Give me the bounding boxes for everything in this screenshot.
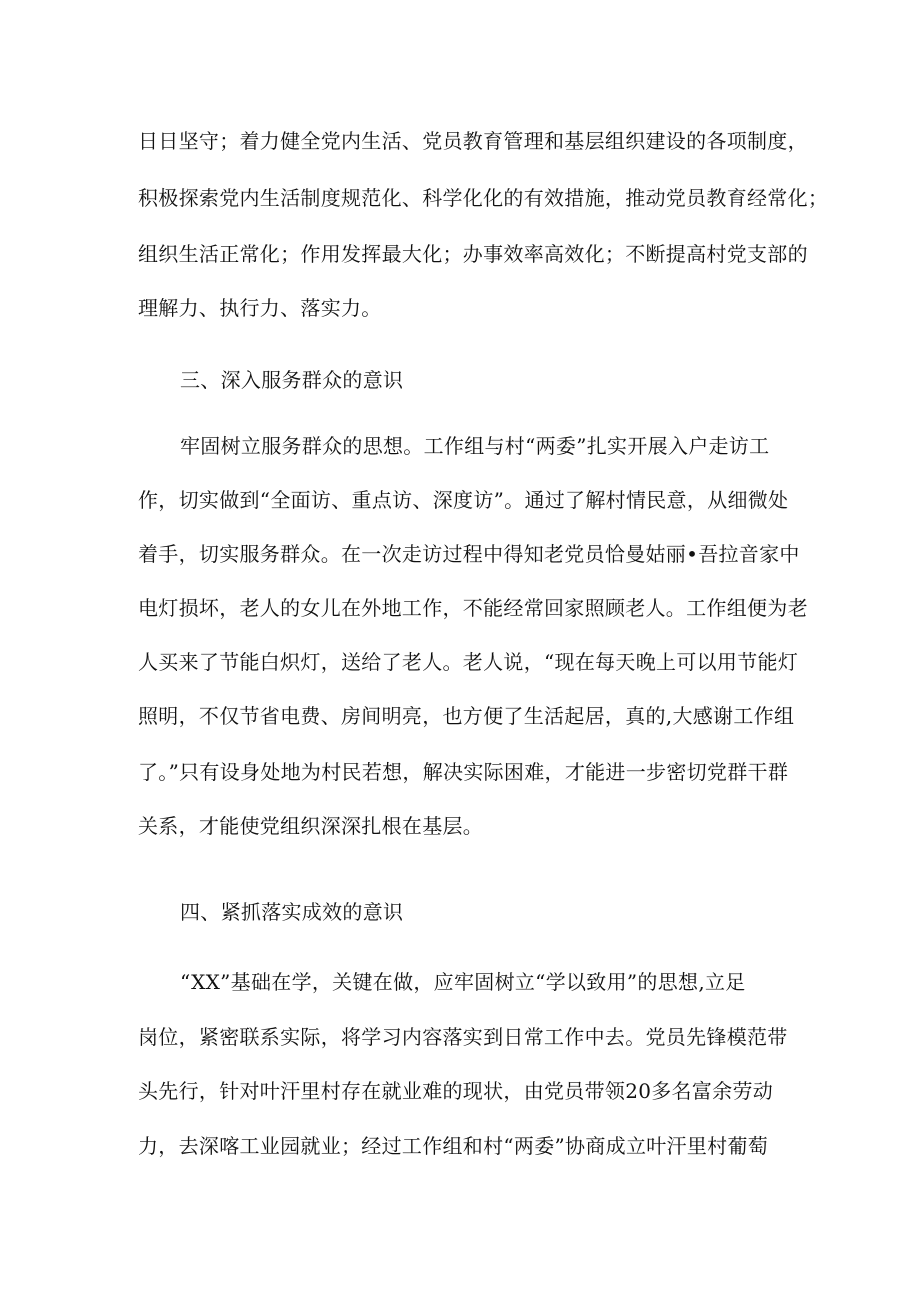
paragraph-line: 岗位，紧密联系实际，将学习内容落实到日常工作中去。党员先锋模范带 <box>138 1025 788 1049</box>
paragraph-line: 电灯损坏，老人的女儿在外地工作，不能经常回家照顾老人。工作组便为老 <box>138 596 808 620</box>
paragraph-line: 组织生活正常化；作用发挥最大化；办事效率高效化；不断提高村党支部的 <box>138 242 808 266</box>
section-heading: 四、紧抓落实成效的意识 <box>180 900 404 924</box>
paragraph-line: 了。”只有设身处地为村民若想，解决实际困难，才能进一步密切党群干群 <box>138 760 789 784</box>
paragraph-line: 牢固树立服务群众的思想。工作组与村“两委”扎实开展入户走访工 <box>180 434 770 458</box>
paragraph-line: 关系，才能使党组织深深扎根在基层。 <box>138 814 484 838</box>
paragraph-line: 积极探索党内生活制度规范化、科学化化的有效措施，推动党员教育经常化； <box>138 186 829 210</box>
paragraph-line: 头先行，针对叶汗里村存在就业难的现状，由党员带领20多名富余劳动 <box>138 1079 774 1103</box>
paragraph-line: 理解力、执行力、落实力。 <box>138 296 382 320</box>
paragraph-line: 照明，不仅节省电费、房间明亮，也方便了生活起居，真的,大感谢工作组 <box>138 704 795 728</box>
paragraph-line: 人买来了节能白炽灯，送给了老人。老人说，“现在每天晚上可以用节能灯 <box>138 650 799 674</box>
paragraph-line: 作，切实做到“全面访、重点访、深度访”。通过了解村情民意，从细微处 <box>138 488 789 512</box>
paragraph-line: 日日坚守；着力健全党内生活、党员教育管理和基层组织建设的各项制度， <box>138 129 808 153</box>
paragraph-line: 力，去深喀工业园就业；经过工作组和村“两委”协商成立叶汗里村葡萄 <box>138 1134 769 1158</box>
paragraph-line: 着手，切实服务群众。在一次走访过程中得知老党员恰曼姑丽•吾拉音家中 <box>138 542 800 566</box>
paragraph-line: “XX”基础在学，关键在做，应牢固树立“学以致用”的思想,立足 <box>180 970 746 994</box>
section-heading: 三、深入服务群众的意识 <box>180 368 404 392</box>
